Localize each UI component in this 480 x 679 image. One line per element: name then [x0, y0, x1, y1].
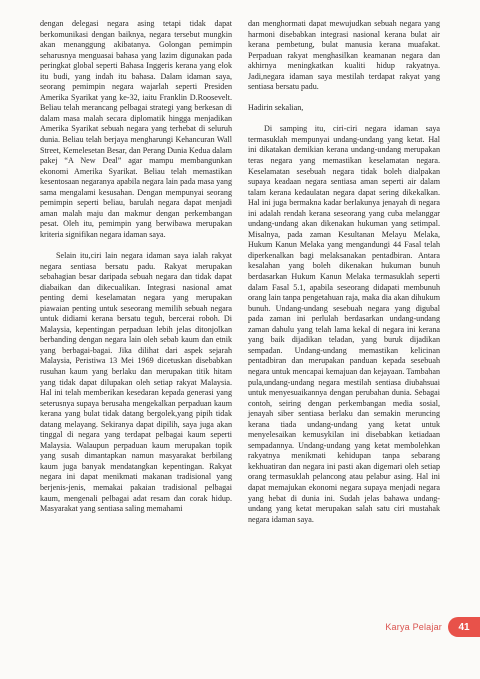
- paragraph-unity: Selain itu,ciri lain negara idaman saya ialah rakyat negara sentiasa bersatu padu. Rakyat merupakan sebahagian besar daripada sebuah negara dan tidak dapat diabaikan dan dikecualikan. Integrasi nasional amat penting demi keselamatan negara yang merupakan piawaian penting untuk seseorang memilih sebuah negara untuk didiami kerana bersatu teguh, bercerai roboh. Di Malaysia, kepentingan perpaduan lebih jelas ditonjolkan berbanding dengan negara lain oleh sebab kaum dan etnik yang berbagai-bagai. Jika dilihat dari aspek sejarah Malaysia, Peristiwa 13 Mei 1969 dicetuskan disebabkan rusuhan kaum yang berlaku dan merupakan titik hitam yang tidak dapat dilupakan oleh setiap rakyat Malaysia. Hal ini telah memberikan kesedaran kepada generasi yang seterusnya supaya berusaha mengekalkan perpaduan kaum kerana yang bulat tidak datang bergolek,yang pipih tidak datang melayang. Sekiranya dapat dipilih, saya juga akan tinggal di negara yang terdapat pelbagai kaum seperti Malaysia. Walaupun perpaduan kaum merupakan topik yang susah dimantapkan namun masyarakat berbilang kaum juga banyak mendatangkan kepentingan. Rakyat negara ini dapat menikmati makanan tradisional yang berjenis-jenis, memakai pakaian tradisional pelbagai kaum, mengenali pelbagai adat resam dan corak hidup. Masyarakat yang sentiasa saling memahami: [40, 250, 232, 514]
- salutation: Hadirin sekalian,: [248, 103, 304, 113]
- paragraph-unity-continued: dan menghormati dapat mewujudkan sebuah negara yang harmoni disebabkan integrasi nasional kerana bulat air kerana pembetung, bulat manusia kerana muafakat. Perpaduan rakyat menghasilkan keamanan negara dan akhirnya meningkatkan kualiti hidup rakyatnya. Jadi,negara idaman saya mestilah terdapat rakyat yang sentiasa bersatu padu.: [248, 19, 440, 92]
- paragraph-strict-laws: Di samping itu, ciri-ciri negara idaman saya termasuklah mempunyai undang-undang yang ketat. Hal ini dikatakan demikian kerana undang-undang merupakan teras negara yang memastikan keselamatan negara. Keselamatan sesebuah negara tidak boleh dialpakan supaya keadaan negara sentiasa aman seperti air dalam talam kerana kedaulatan negara dapat sering dikekalkan. Hal ini juga bermakna kadar berlakunya jenayah di negara ini adalah rendah kerana seseorang yang cuba melanggar undang-undang akan dikenakan hukuman yang setimpal. Misalnya, pada zaman Kesultanan Melayu Melaka, Hukum Kanun Melaka yang mengandungi 44 Fasal telah diperkenalkan bagi melaksanakan pentadbiran. Antara kesalahan yang boleh dikenakan hukuman bunuh berdasarkan Hukum Kanun Melaka termasuklah seperti dalam Fasal 5.1, apabila seseorang didapati membunuh orang lain tanpa pengetahuan raja, maka dia akan dihukum bunuh. Undang-undang sesebuah negara yang digubal pada zaman ini perlulah berdasarkan undang-undang zaman dahulu yang telah lama kekal di negara ini kerana yang baik dijadikan teladan, yang buruk dijadikan sempadan. Undang-undang memastikan kelicinan pentadbiran dan merupakan panduan kepada sesebuah negara untuk mencapai kemajuan dan kejayaan. Tambahan pula,undang-undang negara mestilah sentiasa diubahsuai untuk menyesuaikannya dengan perubahan dunia. Sebagai contoh, seiring dengan perkembangan media sosial, jenayah siber sentiasa berlaku dan semakin meruncing kerana tiada undang-undang yang ketat untuk menyelesaikan kemusykilan ini disebabkan ketiadaan sempadannya. Undang-undang yang ketat membolehkan rakyatnya menikmati kehidupan tanpa sebarang kekhuatiran dan negara ini pasti akan digemari oleh setiap orang termasuklah pelancong atau pelabur asing. Hal ini dapat memajukan ekonomi negara supaya menjadi negara yang hebat di dunia ini. Sudah jelas bahawa undang-undang yang ketat merupakan salah satu ciri mustahak negara idaman saya.: [248, 124, 440, 524]
- paragraph-leadership-continued: dengan delegasi negara asing tetapi tidak dapat berkomunikasi dengan baiknya, negara tersebut mungkin akan menanggung akibatanya. Golongan pemimpin seharusnya menguasai bahasa yang lazim digunakan pada peringkat global seperti Bahasa Inggeris kerana yang elok itu budi, yang indah itu bahasa. Dalam idaman saya, seorang pemimpin negara wajarlah seperti Presiden Amerika Syarikat yang ke-32, iaitu Franklin D.Roosevelt. Beliau telah merancang pelbagai strategi yang berkesan di dalam masa malah secara diplomatik hingga menjadikan Amerika Syarikat sebuah negara yang terhebat di seluruh dunia. Beliau telah berjaya mengharungi Kehancuran Wall Street, Kemelesetan Besar, dan Perang Dunia Kedua dalam pakej “A New Deal” agar mampu membangunkan ekonomi Amerika Syarikat. Beliau telah memastikan kesentosaan negaranya apabila negara lain pada masa yang sama mengalami kesusahan. Dengan mempunyai seorang pemimpin seperti beliau, barulah negara dapat menjadi aman malah maju dan makmur dengan perkembangan pesat. Oleh itu, pemimpin yang berwibawa merupakan kriteria signifikan negara idaman saya.: [40, 19, 232, 239]
- page-number-badge: 41: [448, 617, 480, 637]
- right-text-column: [248, 19, 440, 525]
- left-text-column: [40, 19, 232, 515]
- publication-name: Karya Pelajar: [385, 622, 442, 632]
- page-footer: [385, 617, 480, 637]
